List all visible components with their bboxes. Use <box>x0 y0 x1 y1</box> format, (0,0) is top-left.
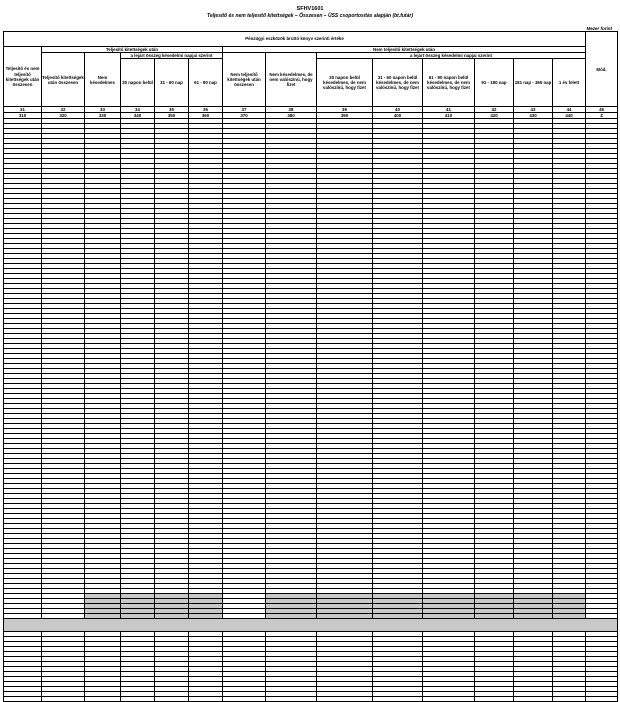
col-header: 91 - 180 nap <box>475 59 514 107</box>
table-cell[interactable] <box>475 697 514 702</box>
col-code: 360 <box>189 113 223 119</box>
col-header: 61 - 90 nap <box>189 59 223 107</box>
subgroup-header-performing: a lejárt összeg késedelmi napjai szerint <box>121 53 223 59</box>
col-code: 430 <box>514 113 553 119</box>
col-header: Teljesítő és nem teljesítő kitettségek után összesen <box>4 47 42 107</box>
group-header-nonperforming: Nem teljesítő kitettségek után <box>223 47 586 53</box>
table-cell[interactable] <box>189 697 223 702</box>
col-number: 31 <box>4 107 42 113</box>
col-header: Teljesítő kitettségek után összesen <box>42 53 85 107</box>
unit-label: Mezer forint <box>586 26 612 31</box>
col-code: 330 <box>85 113 121 119</box>
table-cell[interactable] <box>317 697 373 702</box>
form-code: SFHV1601 <box>296 6 324 12</box>
col-number: 35 <box>155 107 189 113</box>
col-header: 30 napon belül késedelmes, de nem valószínű, hogy fizet <box>317 59 373 107</box>
col-number: 38 <box>266 107 317 113</box>
col-number: 44 <box>553 107 586 113</box>
table-cell[interactable] <box>85 697 121 702</box>
col-code: 400 <box>373 113 423 119</box>
col-number: 43 <box>514 107 553 113</box>
col-header: Nem késedelmes <box>85 53 121 107</box>
table-cell[interactable] <box>423 697 475 702</box>
table-cell[interactable] <box>155 697 189 702</box>
col-number: 40 <box>373 107 423 113</box>
col-header: 31 - 60 nap <box>155 59 189 107</box>
col-number: 33 <box>85 107 121 113</box>
col-number: 34 <box>121 107 155 113</box>
table-cell[interactable] <box>514 697 553 702</box>
table-row <box>4 697 618 702</box>
col-header: 61 - 90 napon belül késedelmes, de nem valószínű, hogy fizet <box>423 59 475 107</box>
data-table <box>3 31 618 702</box>
col-number: 37 <box>223 107 266 113</box>
col-header: 181 nap - 365 nap <box>514 59 553 107</box>
col-number: 45 <box>586 107 618 113</box>
col-code: 340 <box>121 113 155 119</box>
table-cell[interactable] <box>586 697 618 702</box>
col-code: 320 <box>42 113 85 119</box>
table-cell[interactable] <box>223 697 266 702</box>
col-code: Z <box>586 113 618 119</box>
shaded-band-row <box>4 619 618 632</box>
group-header-performing: Teljesítő kitettségek után <box>42 47 223 53</box>
col-number: 32 <box>42 107 85 113</box>
main-header: Pénzügyi eszközök bruttó könyv szerinti értéke <box>4 32 586 47</box>
table-cell[interactable] <box>266 697 317 702</box>
table-cell[interactable] <box>4 697 42 702</box>
col-number: 36 <box>189 107 223 113</box>
subgroup-header-nonperforming: a lejárt összeg késedelmi napjai szerint <box>317 53 586 59</box>
col-code: 390 <box>317 113 373 119</box>
col-code: 350 <box>155 113 189 119</box>
table-cell[interactable] <box>42 697 85 702</box>
col-number: 39 <box>317 107 373 113</box>
table-cell[interactable] <box>553 697 586 702</box>
col-code: 310 <box>4 113 42 119</box>
mod-header: Mód. <box>586 32 618 107</box>
table-cell[interactable] <box>373 697 423 702</box>
col-code: 370 <box>223 113 266 119</box>
col-code: 380 <box>266 113 317 119</box>
table-cell[interactable] <box>121 697 155 702</box>
col-header: 31 - 60 napon belül késedelmes, de nem valószínű, hogy fizet <box>373 59 423 107</box>
col-header: Nem teljesítő kitettségek után összesen <box>223 53 266 107</box>
col-code: 440 <box>553 113 586 119</box>
col-number: 41 <box>423 107 475 113</box>
shaded-band <box>4 619 618 632</box>
col-code: 410 <box>423 113 475 119</box>
form-subtitle: Teljesítő és nem teljesítő kitettségek – Összesen – ÜSS csoportosítás alapján (bt.futár) <box>207 13 413 19</box>
col-header: 1 év felett <box>553 59 586 107</box>
col-header: 30 napon belül <box>121 59 155 107</box>
col-code: 420 <box>475 113 514 119</box>
col-header: Nem késedelmes, de nem valószínű, hogy fizet <box>266 53 317 107</box>
col-number: 42 <box>475 107 514 113</box>
